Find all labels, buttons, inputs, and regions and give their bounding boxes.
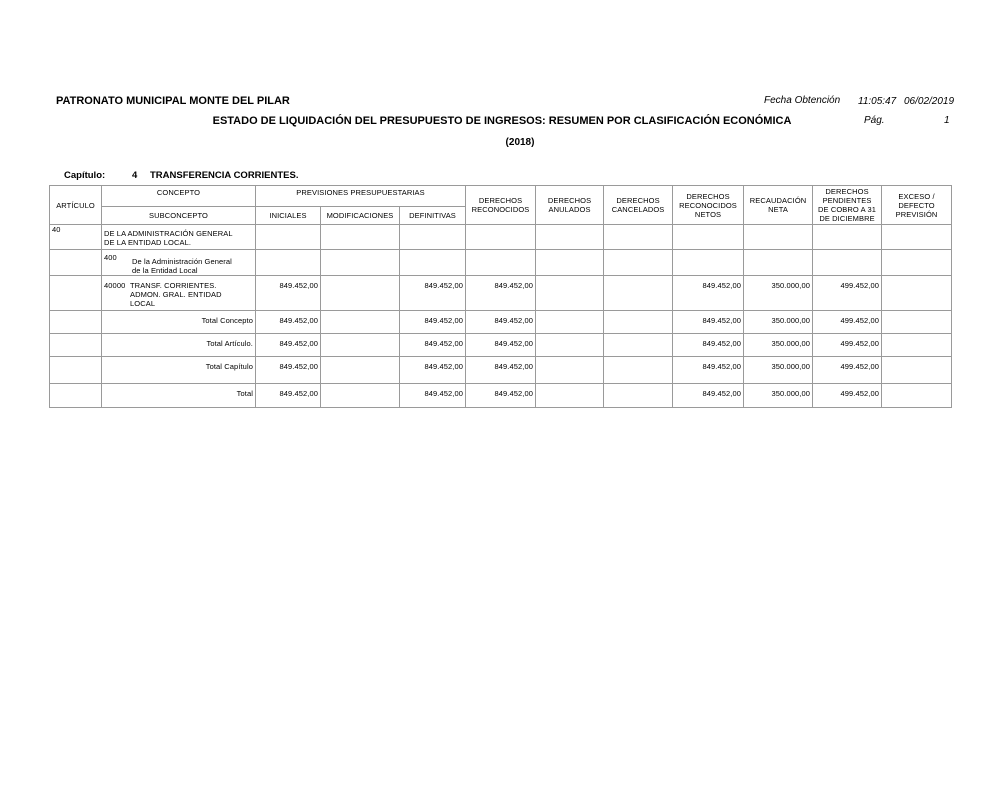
total-recaudacion: 350.000,00 (744, 384, 813, 408)
total-label: Total Capítulo (102, 357, 256, 384)
col-pendientes: DERECHOS PENDIENTES DE COBRO A 31 DE DICIEMBRE (813, 186, 882, 225)
total-reconocidos: 849.452,00 (466, 384, 536, 408)
col-iniciales: INICIALES (256, 206, 321, 224)
total-definitivas: 849.452,00 (400, 357, 466, 384)
total-netos: 849.452,00 (673, 311, 744, 334)
value-recaudacion: 350.000,00 (744, 276, 813, 311)
total-definitivas: 849.452,00 (400, 384, 466, 408)
col-modificaciones: MODIFICACIONES (321, 206, 400, 224)
total-recaudacion: 350.000,00 (744, 311, 813, 334)
total-reconocidos: 849.452,00 (466, 311, 536, 334)
total-pendientes: 499.452,00 (813, 357, 882, 384)
row-subconcepto (50, 276, 952, 311)
fecha-label: Fecha Obtención (764, 95, 841, 106)
organization-name: PATRONATO MUNICIPAL MONTE DEL PILAR (56, 95, 290, 107)
value-iniciales: 849.452,00 (256, 276, 321, 311)
col-derechos-anulados: DERECHOS ANULADOS (536, 186, 604, 225)
row-total (50, 384, 952, 408)
total-definitivas: 849.452,00 (400, 311, 466, 334)
total-pendientes: 499.452,00 (813, 311, 882, 334)
total-pendientes: 499.452,00 (813, 334, 882, 357)
row-articulo (50, 225, 952, 250)
total-iniciales: 849.452,00 (256, 311, 321, 334)
col-subconcepto: SUBCONCEPTO (102, 206, 256, 224)
total-recaudacion: 350.000,00 (744, 357, 813, 384)
total-definitivas: 849.452,00 (400, 334, 466, 357)
col-recaudacion: RECAUDACIÓN NETA (744, 186, 813, 225)
total-iniciales: 849.452,00 (256, 384, 321, 408)
col-derechos-netos: DERECHOS RECONOCIDOS NETOS (673, 186, 744, 225)
col-concepto: CONCEPTO (102, 186, 256, 207)
total-reconocidos: 849.452,00 (466, 334, 536, 357)
value-definitivas: 849.452,00 (400, 276, 466, 311)
total-label: Total Artículo. (102, 334, 256, 357)
row-concepto (50, 250, 952, 276)
value-reconocidos: 849.452,00 (466, 276, 536, 311)
value-netos: 849.452,00 (673, 276, 744, 311)
page-label: Pág. (864, 115, 885, 126)
fecha-time: 11:05:47 (858, 96, 897, 107)
concepto-name: De la Administración General de la Entidad Local (132, 257, 232, 275)
subconcepto-code: 40000 (104, 281, 126, 290)
col-exceso: EXCESO / DEFECTO PREVISIÓN (882, 186, 952, 225)
report-year: (2018) (505, 137, 535, 148)
row-total-articulo (50, 334, 952, 357)
budget-table (49, 185, 952, 408)
capitulo-name: TRANSFERENCIA CORRIENTES. (150, 170, 299, 181)
total-reconocidos: 849.452,00 (466, 357, 536, 384)
total-iniciales: 849.452,00 (256, 357, 321, 384)
concepto-code: 400 (104, 253, 117, 262)
capitulo-number: 4 (132, 170, 138, 181)
total-iniciales: 849.452,00 (256, 334, 321, 357)
total-recaudacion: 350.000,00 (744, 334, 813, 357)
total-label: Total (102, 384, 256, 408)
articulo-name: DE LA ADMINISTRACIÓN GENERAL DE LA ENTIDAD LOCAL. (102, 225, 256, 250)
subconcepto-cell (102, 276, 256, 311)
row-total-capitulo (50, 357, 952, 384)
value-pendientes: 499.452,00 (813, 276, 882, 311)
report-title: ESTADO DE LIQUIDACIÓN DEL PRESUPUESTO DE INGRESOS: RESUMEN POR CLASIFICACIÓN ECONÓMICA (212, 115, 792, 127)
total-netos: 849.452,00 (673, 384, 744, 408)
total-netos: 849.452,00 (673, 357, 744, 384)
col-derechos-cancelados: DERECHOS CANCELADOS (604, 186, 673, 225)
total-pendientes: 499.452,00 (813, 384, 882, 408)
col-previsiones: PREVISIONES PRESUPUESTARIAS (256, 186, 466, 207)
row-total-concepto (50, 311, 952, 334)
capitulo-label: Capítulo: (64, 170, 106, 181)
col-definitivas: DEFINITIVAS (400, 206, 466, 224)
col-articulo: ARTÍCULO (50, 186, 102, 225)
header-row-1 (50, 186, 952, 207)
page-number: 1 (944, 115, 950, 126)
concepto-cell (102, 250, 256, 276)
articulo-code: 40 (50, 225, 102, 250)
col-derechos-reconocidos: DERECHOS RECONOCIDOS (466, 186, 536, 225)
total-label: Total Concepto (102, 311, 256, 334)
total-netos: 849.452,00 (673, 334, 744, 357)
subconcepto-name: TRANSF. CORRIENTES. ADMON. GRAL. ENTIDAD LOCAL (130, 281, 222, 308)
fecha-date: 06/02/2019 (904, 96, 954, 107)
